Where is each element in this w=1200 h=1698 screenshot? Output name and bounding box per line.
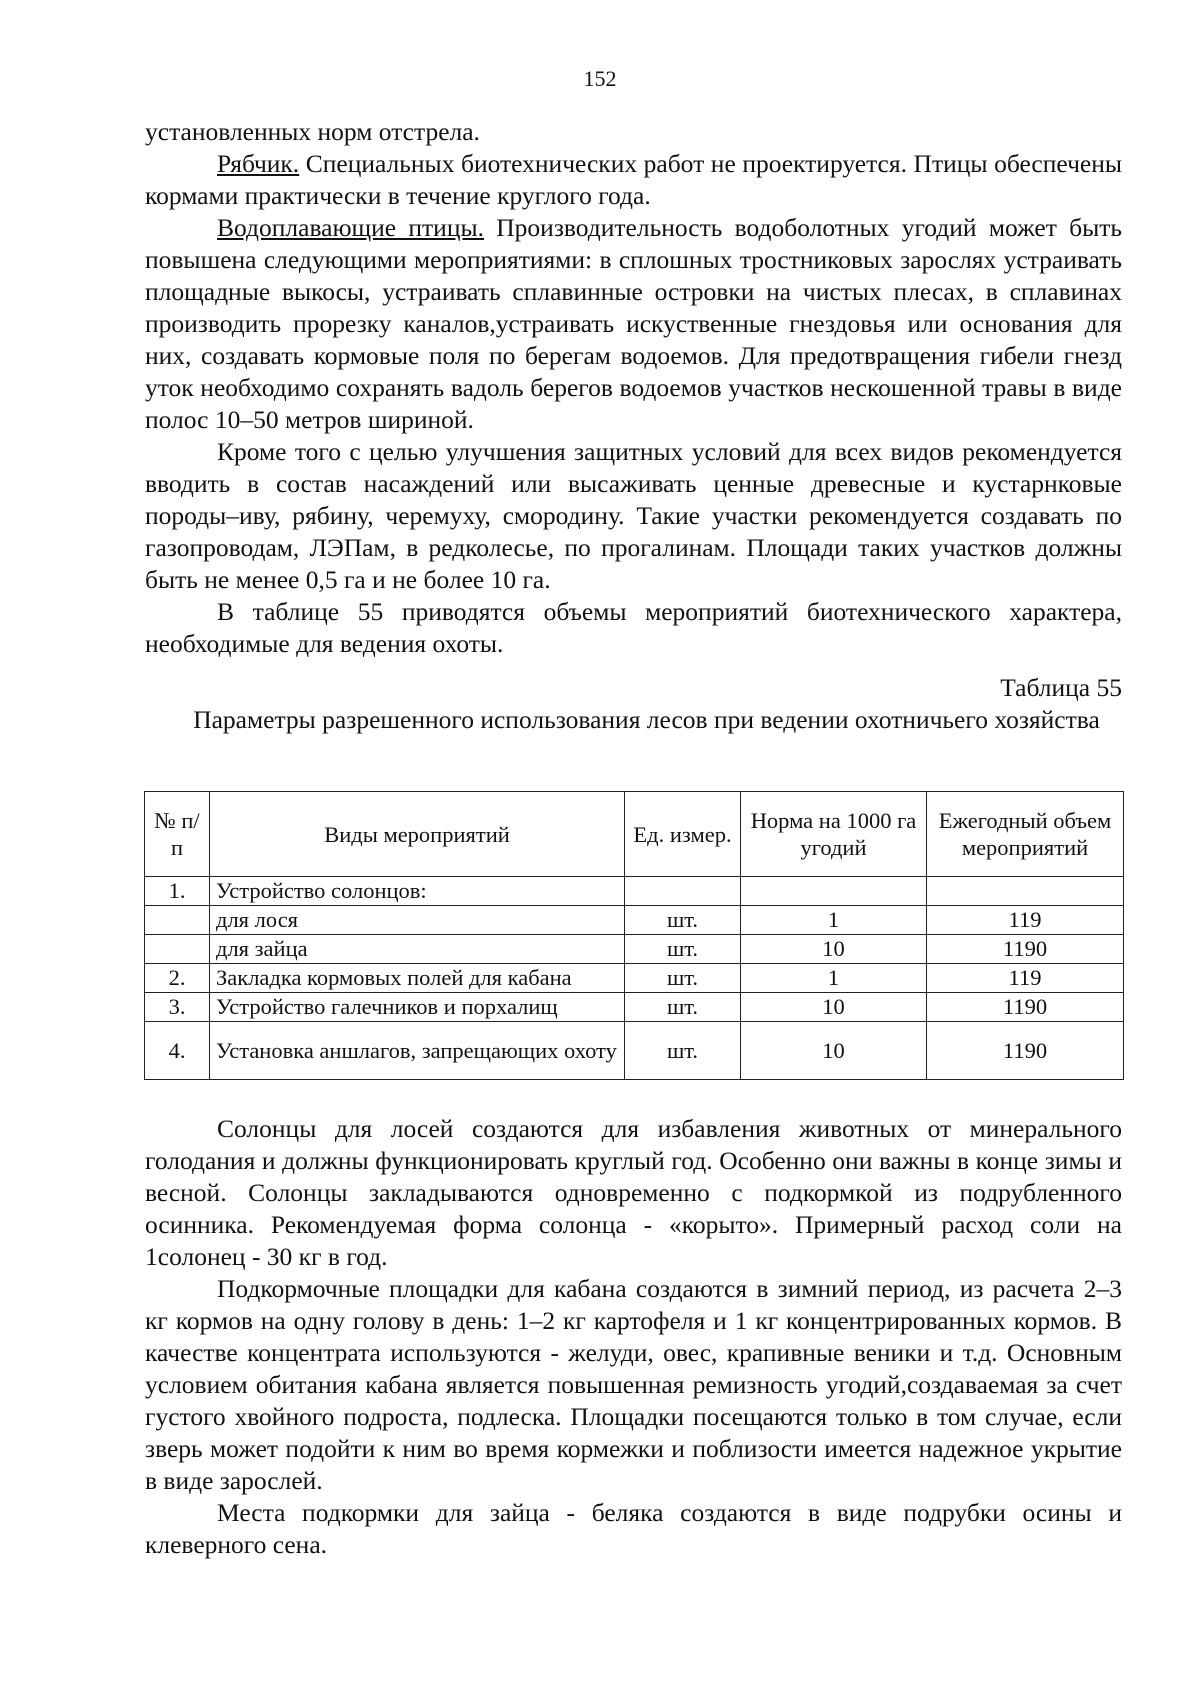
- paragraph: установленных норм отстрела.: [145, 117, 480, 146]
- cell-norm: 1: [741, 964, 927, 993]
- cell-num: 3.: [145, 993, 210, 1022]
- header-num: № п/п: [145, 792, 210, 877]
- paragraph: Подкормочные площадки для кабана создаются в зимний период, из расчета 2–3 кг кормов на одну голову в день: 1–2 кг картофеля и 1 кг концентрированных кормов. В качестве концентрата используются - желуди, овес, крапивные веники и т.д. Основным условием обитания кабана является повышенная ремизность угодий,создаваемая за счет густого хвойного подроста, подлеска. Площадки посещаются только в том случае, если зверь может подойти к ним во время кормежки и поблизости имеется надежное укрытие в виде зарослей.: [145, 1274, 1122, 1495]
- table-row: [145, 964, 1124, 993]
- section-lead: Рябчик.: [217, 149, 300, 178]
- page-number: 152: [583, 66, 617, 91]
- upper-text: [145, 116, 1122, 660]
- paragraph-waterfowl: [145, 212, 1122, 436]
- cell-num: 4.: [145, 1022, 210, 1080]
- cell-norm: 1: [741, 906, 927, 935]
- cell-annual: [927, 877, 1124, 906]
- section-lead: Водоплавающие птицы.: [217, 213, 484, 242]
- table-label: Таблица 55: [1000, 673, 1122, 702]
- paragraph: В таблице 55 приводятся объемы мероприятий биотехнического характера, необходимые для ведения охоты.: [145, 597, 1122, 658]
- cell-annual: 1190: [927, 1022, 1124, 1080]
- cell-unit: шт.: [625, 993, 741, 1022]
- header-annual: Ежегодный объем мероприятий: [927, 792, 1124, 877]
- cell-annual: 1190: [927, 993, 1124, 1022]
- paragraph-text: Специальных биотехнических работ не проектируется. Птицы обеспечены кормами практически в течение круглого года.: [145, 149, 1122, 210]
- header-kind: Виды мероприятий: [210, 792, 625, 877]
- cell-unit: шт.: [625, 906, 741, 935]
- paragraph: Кроме того с целью улучшения защитных условий для всех видов рекомендуется вводить в состав насаждений или высаживать ценные древесные и кустарнковые породы–иву, рябину, черемуху, смородину. Такие участки рекомендуется создавать по газопроводам, ЛЭПам, в редколесье, по прогалинам. Площади таких участков должны быть не менее 0,5 га и не более 10 га.: [145, 437, 1122, 594]
- header-unit: Ед. измер.: [625, 792, 741, 877]
- cell-norm: 10: [741, 935, 927, 964]
- cell-num: [145, 935, 210, 964]
- cell-unit: шт.: [625, 935, 741, 964]
- cell-kind: Закладка кормовых полей для кабана: [210, 964, 625, 993]
- table-title: Параметры разрешенного использования лесов при ведении охотничьего хозяйства: [193, 705, 1100, 734]
- table-row: [145, 877, 1124, 906]
- cell-kind: для лося: [210, 906, 625, 935]
- header-norm: Норма на 1000 га угодий: [741, 792, 927, 877]
- table-caption: [145, 672, 1122, 736]
- cell-annual: 119: [927, 906, 1124, 935]
- table-row: [145, 906, 1124, 935]
- table-row: [145, 1022, 1124, 1080]
- measures-table: [144, 791, 1124, 1080]
- cell-unit: шт.: [625, 1022, 741, 1080]
- lower-text: [145, 1113, 1122, 1561]
- paragraph: Места подкормки для зайца - беляка создаются в виде подрубки осины и клеверного сена.: [145, 1498, 1122, 1559]
- cell-kind: Устройство солонцов:: [210, 877, 625, 906]
- table-row: [145, 935, 1124, 964]
- table-row: [145, 993, 1124, 1022]
- cell-annual: 119: [927, 964, 1124, 993]
- cell-norm: 10: [741, 1022, 927, 1080]
- cell-unit: шт.: [625, 964, 741, 993]
- cell-num: [145, 906, 210, 935]
- paragraph-text: Производительность водоболотных угодий может быть повышена следующими мероприятиями: в сплошных тростниковых зарослях устраивать площадные выкосы, устраивать сплавинные островки на чистых плесах, в сплавинах производить прорезку каналов,устраивать искуственные гнездовья или основания для них, создавать кормовые поля по берегам водоемов. Для предотвращения гибели гнезд уток необходимо сохранять вадоль берегов водоемов участков нескошенной травы в виде полос 10–50 метров шириной.: [145, 213, 1122, 434]
- cell-num: 1.: [145, 877, 210, 906]
- cell-unit: [625, 877, 741, 906]
- cell-norm: [741, 877, 927, 906]
- paragraph: Солонцы для лосей создаются для избавления животных от минерального голодания и должны функционировать круглый год. Особенно они важны в конце зимы и весной. Солонцы закладываются одновременно с подкормкой из подрубленного осинника. Рекомендуемая форма солонца - «корыто». Примерный расход соли на 1солонец - 30 кг в год.: [145, 1114, 1122, 1271]
- cell-norm: 10: [741, 993, 927, 1022]
- cell-kind: Устройство галечников и порхалищ: [210, 993, 625, 1022]
- paragraph-ryabchik: [145, 148, 1122, 212]
- cell-kind: для зайца: [210, 935, 625, 964]
- cell-kind: Установка аншлагов, запрещающих охоту: [210, 1022, 625, 1080]
- cell-annual: 1190: [927, 935, 1124, 964]
- table-header-row: [145, 792, 1124, 877]
- cell-num: 2.: [145, 964, 210, 993]
